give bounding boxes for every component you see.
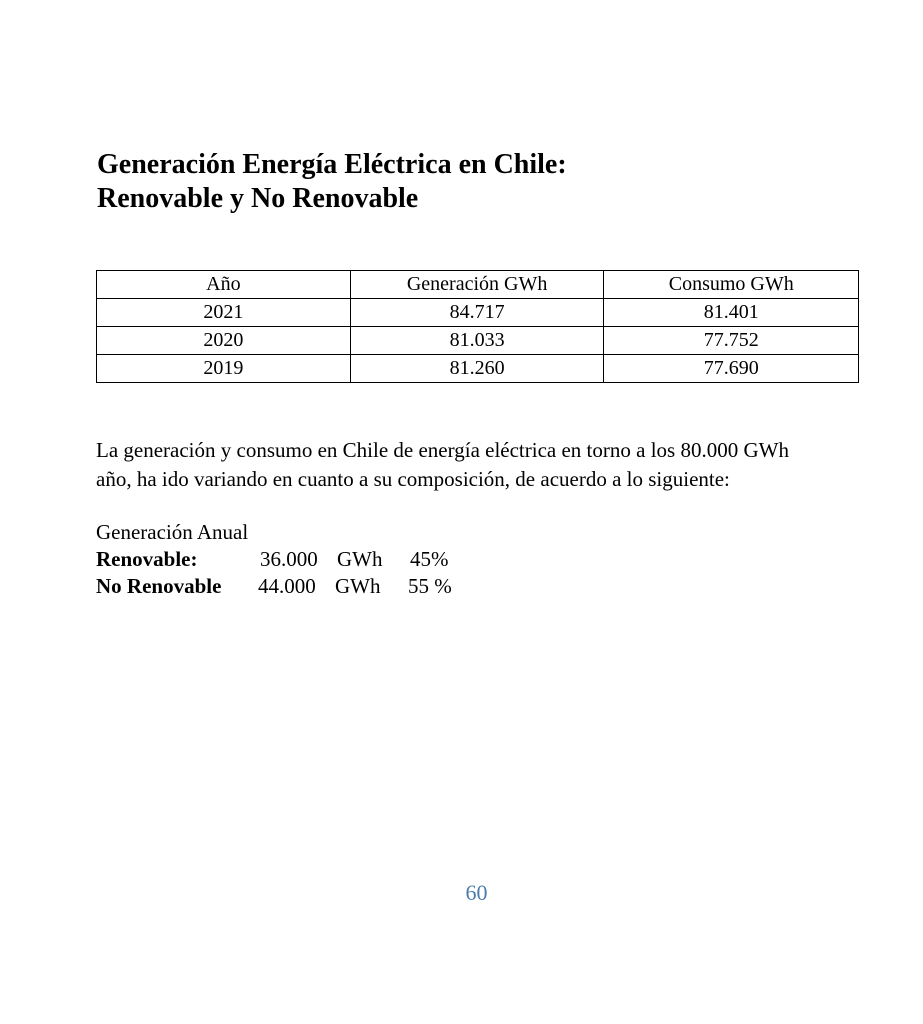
cell-consumption: 77.752 [604, 327, 859, 355]
cell-consumption: 81.401 [604, 299, 859, 327]
body-paragraph [96, 436, 876, 494]
table-row [97, 355, 859, 383]
cell-generation: 81.260 [350, 355, 604, 383]
cell-year: 2021 [97, 299, 351, 327]
renewable-row [96, 545, 449, 573]
non-renewable-unit: GWh [335, 574, 381, 598]
non-renewable-percent: 55 % [408, 574, 452, 598]
paragraph-line-1: La generación y consumo en Chile de energía eléctrica en torno a los 80.000 GWh [96, 438, 789, 462]
table-header-row [97, 271, 859, 299]
annual-generation-title: Generación Anual [96, 520, 249, 544]
header-year: Año [97, 271, 351, 299]
renewable-percent: 45% [410, 547, 449, 571]
renewable-unit: GWh [337, 547, 383, 571]
cell-year: 2019 [97, 355, 351, 383]
cell-year: 2020 [97, 327, 351, 355]
renewable-amount: 36.000 [260, 547, 318, 571]
page-title [97, 148, 567, 216]
cell-generation: 84.717 [350, 299, 604, 327]
paragraph-line-2: año, ha ido variando en cuanto a su composición, de acuerdo a lo siguiente: [96, 467, 730, 491]
header-generation: Generación GWh [350, 271, 604, 299]
page-number: 60 [465, 880, 488, 905]
title-line-1: Generación Energía Eléctrica en Chile: [97, 149, 567, 180]
header-consumption: Consumo GWh [604, 271, 859, 299]
renewable-label: Renovable: [96, 547, 198, 571]
non-renewable-amount: 44.000 [258, 574, 316, 598]
energy-table [96, 270, 859, 383]
cell-generation: 81.033 [350, 327, 604, 355]
non-renewable-label: No Renovable [96, 574, 222, 598]
cell-consumption: 77.690 [604, 355, 859, 383]
non-renewable-row [96, 572, 452, 600]
title-line-2: Renovable y No Renovable [97, 183, 419, 214]
table-row [97, 299, 859, 327]
table-row [97, 327, 859, 355]
